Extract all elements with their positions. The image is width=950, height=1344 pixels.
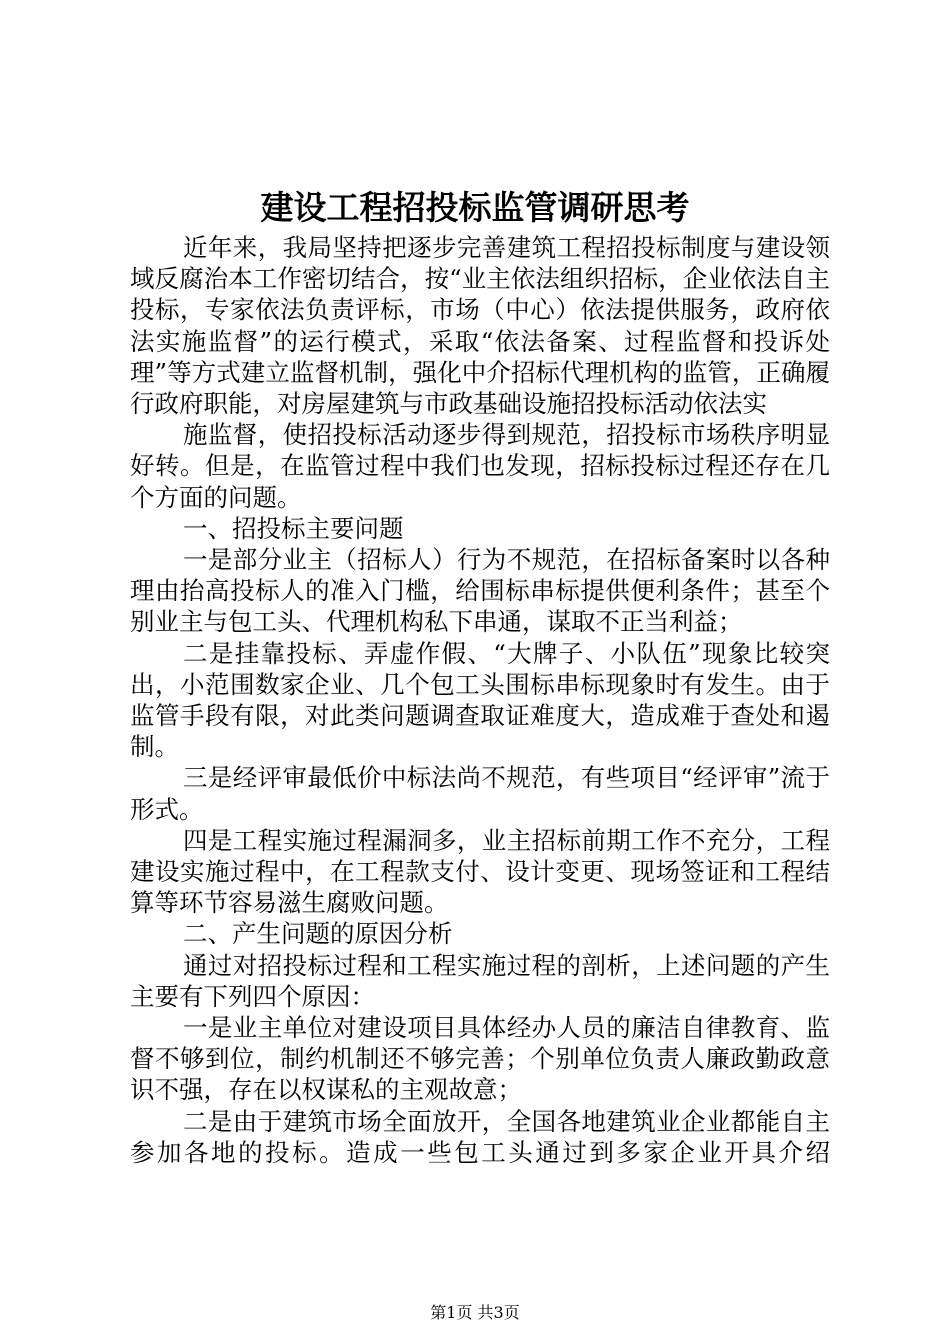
paragraph-intro: 近年来，我局坚持把逐步完善建筑工程招投标制度与建设领域反腐治本工作密切结合，按“业主依法组织招标，企业依法自主投标，专家依法负责评标，市场（中心）依法提供服务，政府依法实施监督”的运行模式，采取“依法备案、过程监督和投诉处理”等方式建立监督机制，强化中介招标代理机构的监管，正确履行政府职能，对房屋建筑与市政基础设施招投标活动依法实 xyxy=(130,233,830,419)
section-heading-main-problems: 一、招投标主要问题 xyxy=(183,513,404,543)
paragraph-cause-1: 一是业主单位对建设项目具体经办人员的廉洁自律教育、监督不够到位，制约机制还不够完善；个别单位负责人廉政勤政意识不强，存在以权谋私的主观故意； xyxy=(130,1013,830,1105)
paragraph-cause-intro: 通过对招投标过程和工程实施过程的剖析，上述问题的产生主要有下列四个原因： xyxy=(130,950,830,1011)
paragraph-intro-continued: 施监督，使招投标活动逐步得到规范，招投标市场秩序明显好转。但是，在监管过程中我们也发现，招标投标过程还存在几个方面的问题。 xyxy=(130,420,830,512)
paragraph-problem-4: 四是工程实施过程漏洞多，业主招标前期工作不充分，工程建设实施过程中，在工程款支付、设计变更、现场签证和工程结算等环节容易滋生腐败问题。 xyxy=(130,825,830,918)
page-footer: 第1页 共3页 xyxy=(430,1303,520,1322)
paragraph-problem-2: 二是挂靠投标、弄虚作假、“大牌子、小队伍”现象比较突出，小范围数家企业、几个包工头围标串标现象时有发生。由于监管手段有限，对此类问题调查取证难度大，造成难于查处和遏制。 xyxy=(130,638,830,762)
document-title: 建设工程招投标监管调研思考 xyxy=(260,188,690,227)
paragraph-cause-2: 二是由于建筑市场全面放开，全国各地建筑业企业都能自主参加各地的投标。造成一些包工头通过到多家企业开具介绍 xyxy=(130,1106,830,1167)
paragraph-problem-3: 三是经评审最低价中标法尚不规范，有些项目“经评审”流于形式。 xyxy=(130,763,830,824)
document-body xyxy=(130,232,830,1168)
section-heading-cause-analysis: 二、产生问题的原因分析 xyxy=(183,919,453,949)
paragraph-problem-1: 一是部分业主（招标人）行为不规范，在招标备案时以各种理由抬高投标人的准入门槛，给围标串标提供便利条件；甚至个别业主与包工头、代理机构私下串通，谋取不正当利益； xyxy=(130,545,830,637)
